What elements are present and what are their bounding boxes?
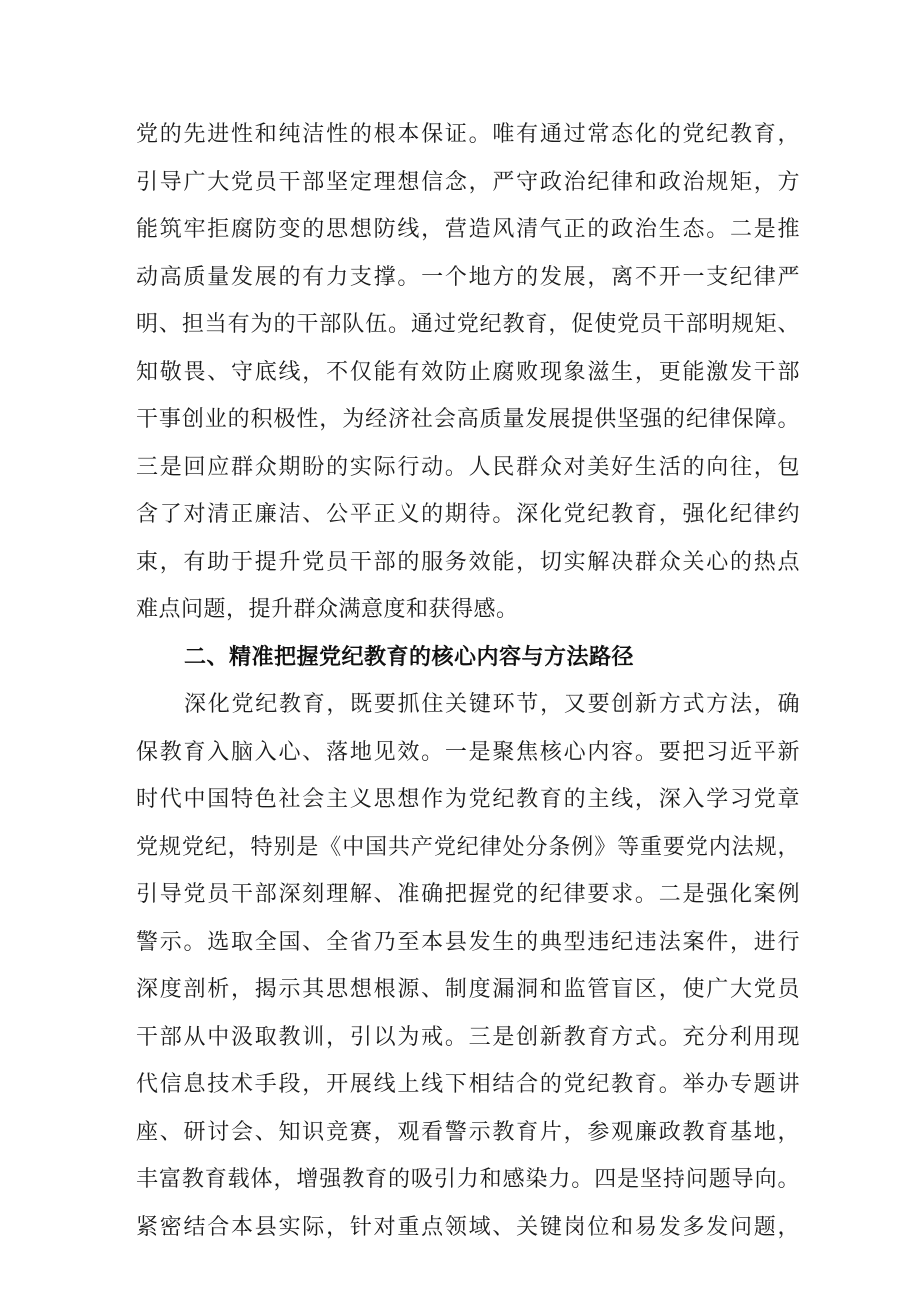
text-line: 束，有助于提升党员干部的服务效能，切实解决群众关心的热点 <box>136 549 800 575</box>
text-line: 知敬畏、守底线，不仅能有效防止腐败现象滋生，更能激发干部 <box>136 359 800 385</box>
text-line: 保教育入脑入心、落地见效。一是聚焦核心内容。要把习近平新 <box>136 739 800 765</box>
text-line: 三是回应群众期盼的实际行动。人民群众对美好生活的向往，包 <box>136 454 800 480</box>
section-heading: 二、精准把握党纪教育的核心内容与方法路径 <box>184 644 635 670</box>
text-line: 引导广大党员干部坚定理想信念，严守政治纪律和政治规矩，方 <box>136 169 800 195</box>
text-line: 紧密结合本县实际，针对重点领域、关键岗位和易发多发问题， <box>136 1214 800 1240</box>
text-line: 能筑牢拒腐防变的思想防线，营造风清气正的政治生态。二是推 <box>136 217 800 242</box>
text-line: 难点问题，提升群众满意度和获得感。 <box>136 597 519 622</box>
text-line: 党规党纪，特别是《中国共产党纪律处分条例》等重要党内法规， <box>136 834 800 860</box>
text-line: 时代中国特色社会主义思想作为党纪教育的主线，深入学习党章 <box>136 787 800 812</box>
body-text <box>136 111 800 1251</box>
text-line: 明、担当有为的干部队伍。通过党纪教育，促使党员干部明规矩、 <box>136 312 800 337</box>
text-line: 代信息技术手段，开展线上线下相结合的党纪教育。举办专题讲 <box>136 1072 800 1097</box>
text-line: 丰富教育载体，增强教育的吸引力和感染力。四是坚持问题导向。 <box>136 1167 800 1192</box>
text-line: 座、研讨会、知识竞赛，观看警示教育片，参观廉政教育基地， <box>136 1119 800 1145</box>
text-line: 深度剖析，揭示其思想根源、制度漏洞和监管盲区，使广大党员 <box>136 977 800 1002</box>
text-line: 党的先进性和纯洁性的根本保证。唯有通过常态化的党纪教育， <box>136 122 800 147</box>
text-line: 干部从中汲取教训，引以为戒。三是创新教育方式。充分利用现 <box>136 1024 800 1050</box>
text-line: 警示。选取全国、全省乃至本县发生的典型违纪违法案件，进行 <box>136 929 800 955</box>
text-line: 引导党员干部深刻理解、准确把握党的纪律要求。二是强化案例 <box>136 882 800 907</box>
paragraph-first-line: 深化党纪教育，既要抓住关键环节，又要创新方式方法，确 <box>184 692 800 717</box>
text-line: 动高质量发展的有力支撑。一个地方的发展，离不开一支纪律严 <box>136 264 800 290</box>
text-line: 干事创业的积极性，为经济社会高质量发展提供坚强的纪律保障。 <box>136 407 800 432</box>
text-line: 含了对清正廉洁、公平正义的期待。深化党纪教育，强化纪律约 <box>136 502 800 527</box>
